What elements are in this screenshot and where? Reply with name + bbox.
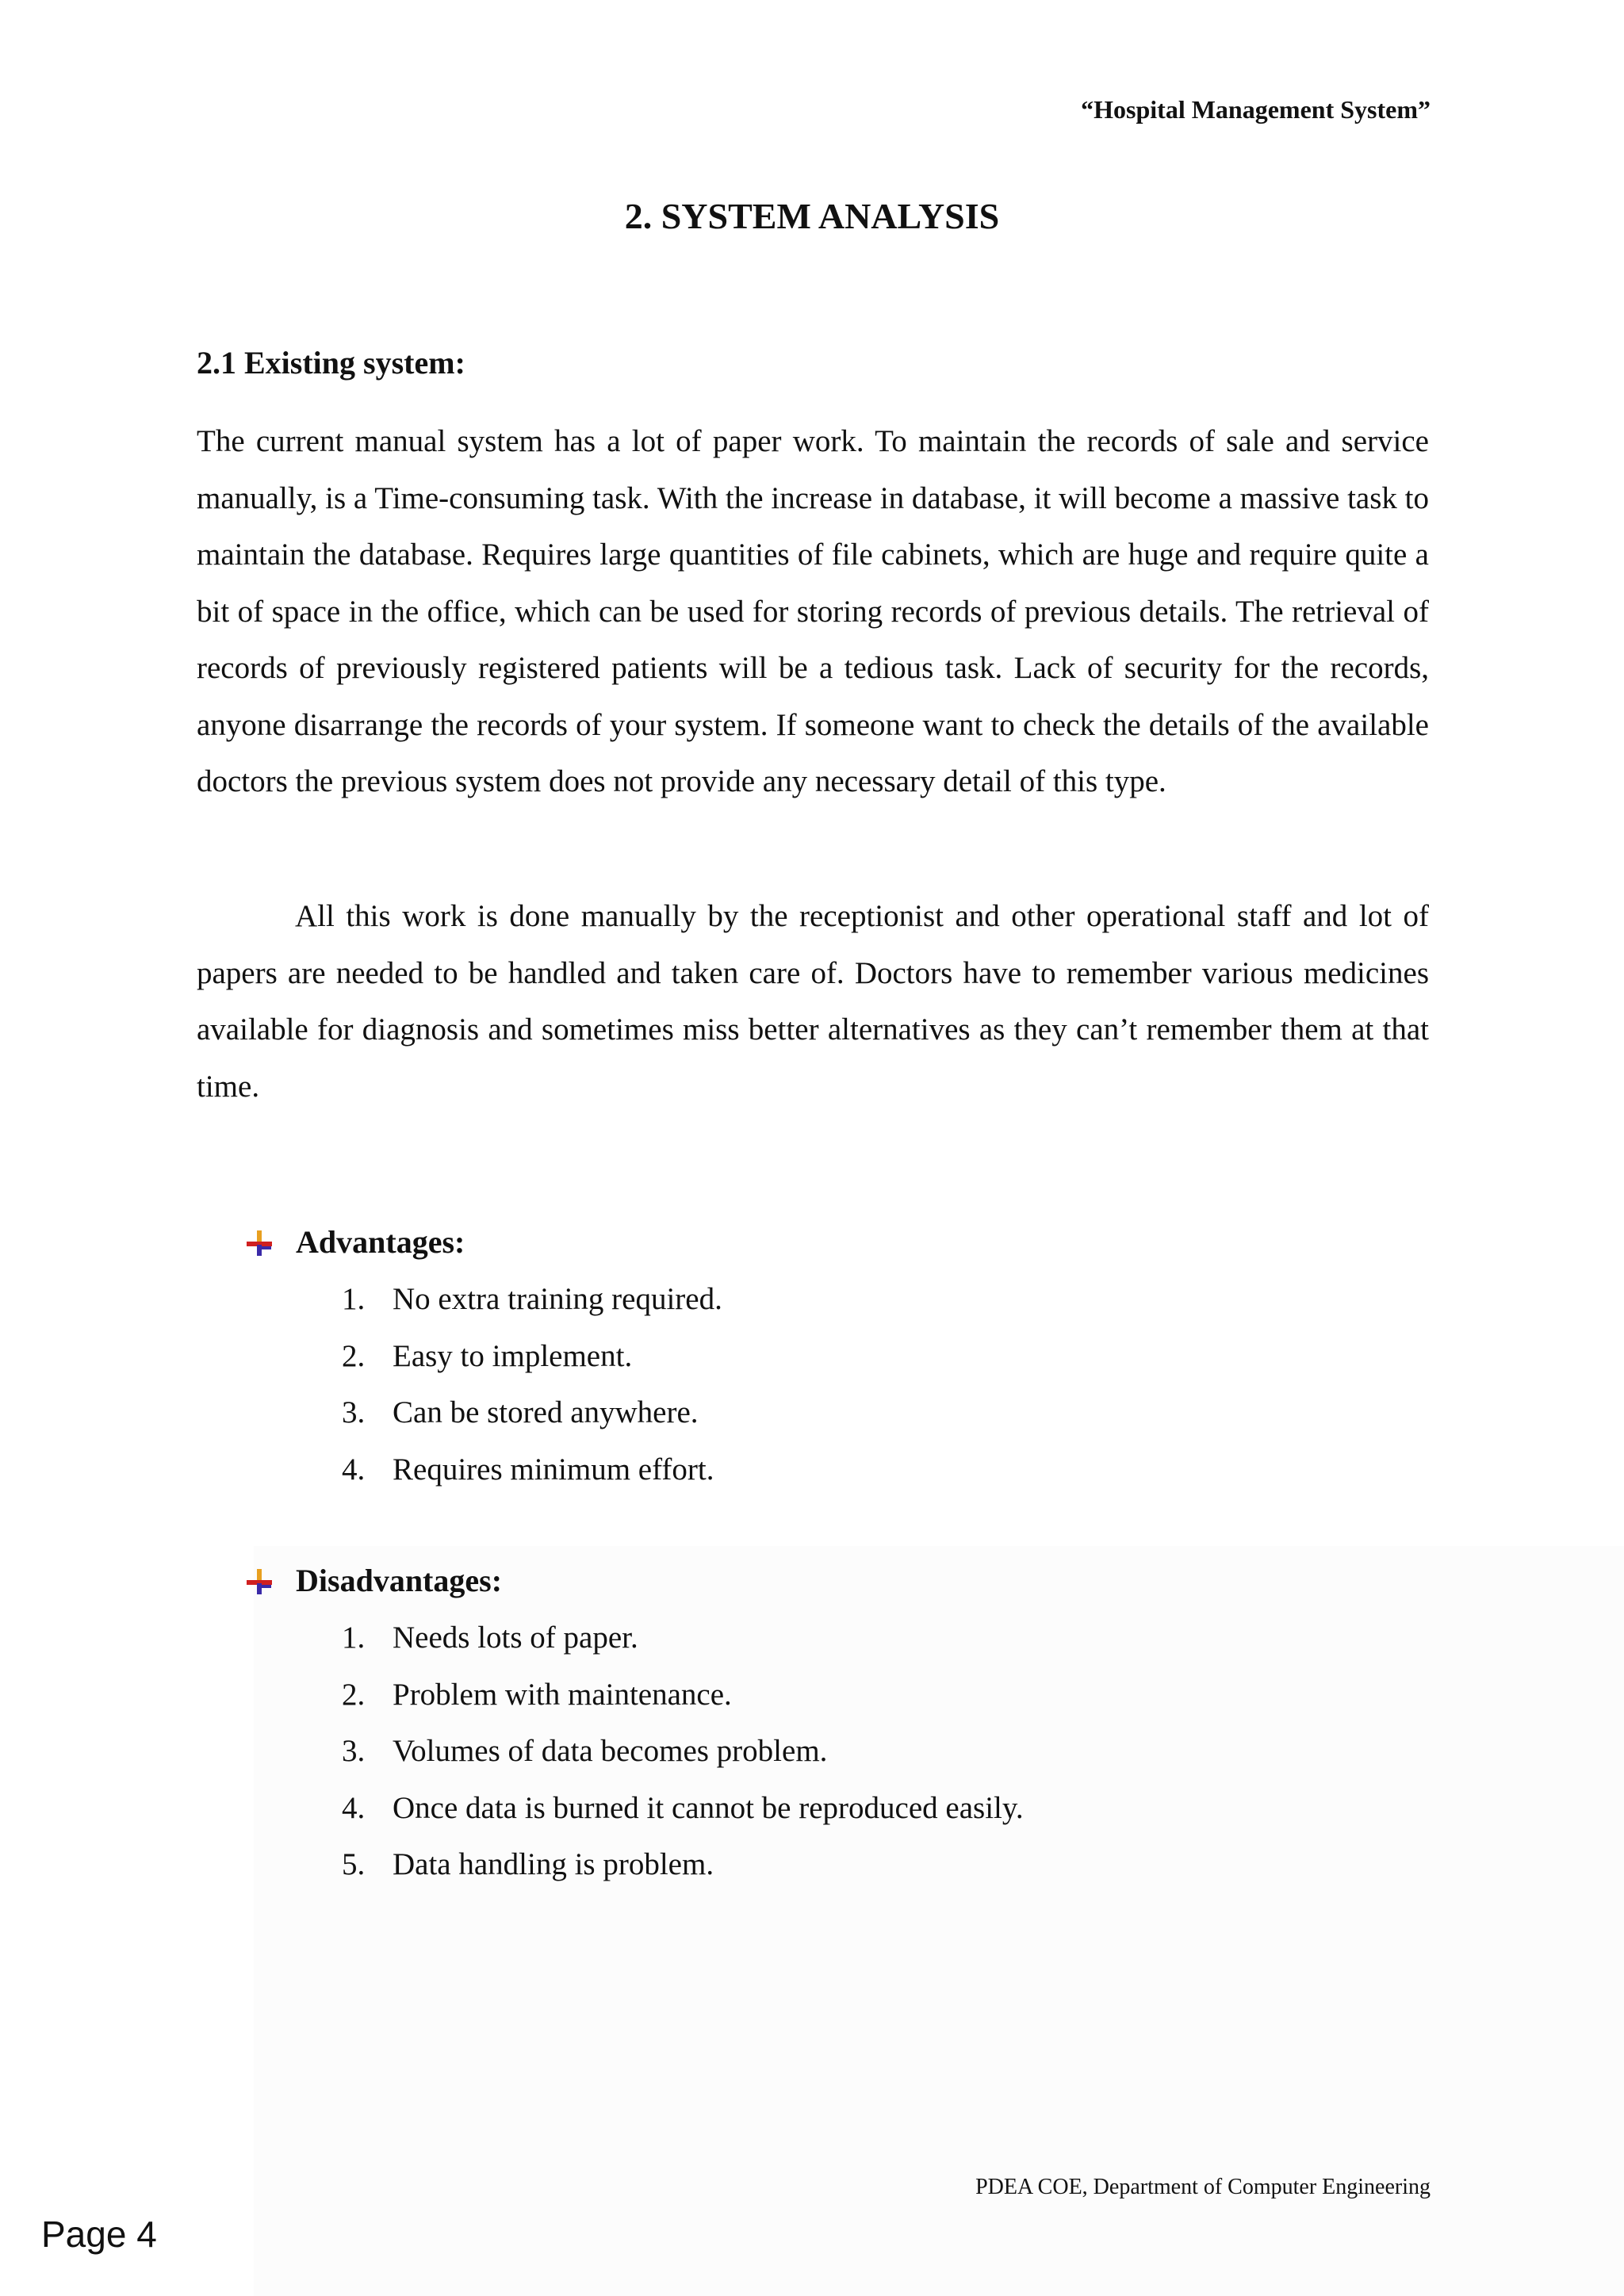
list-item-number: 1. bbox=[342, 1621, 366, 1655]
disadvantages-list bbox=[246, 1609, 1356, 1893]
list-item-text: Once data is burned it cannot be reproduced easily. bbox=[393, 1790, 1024, 1825]
section-heading: 2.1 Existing system: bbox=[197, 345, 465, 381]
list-item bbox=[246, 1780, 1356, 1837]
running-header: “Hospital Management System” bbox=[1081, 95, 1431, 124]
list-item-number: 4. bbox=[342, 1790, 366, 1825]
disadvantages-heading bbox=[246, 1552, 1356, 1609]
list-item bbox=[246, 1328, 1356, 1385]
disadvantages-title: Disadvantages: bbox=[296, 1563, 503, 1598]
list-item-text: Data handling is problem. bbox=[393, 1847, 714, 1881]
advantages-list bbox=[246, 1271, 1356, 1498]
list-item-number: 2. bbox=[342, 1677, 366, 1712]
list-item-text: Problem with maintenance. bbox=[393, 1677, 732, 1712]
list-item-text: No extra training required. bbox=[393, 1282, 722, 1316]
list-item-text: Needs lots of paper. bbox=[393, 1621, 638, 1655]
paragraph-manual-work: All this work is done manually by the receptionist and other operational staff and lot of papers are needed to be handled and taken care of. Doctors have to remember various medicines available for diagnosis and sometimes miss better alternatives as they can’t remember them at that time. bbox=[197, 899, 1429, 1104]
list-item bbox=[246, 1609, 1356, 1667]
list-item-number: 2. bbox=[342, 1338, 366, 1373]
list-item-text: Volumes of data becomes problem. bbox=[393, 1734, 828, 1768]
list-item-text: Requires minimum effort. bbox=[393, 1452, 714, 1487]
cross-bullet-icon bbox=[246, 1230, 273, 1257]
list-item bbox=[246, 1441, 1356, 1498]
list-item bbox=[246, 1667, 1356, 1724]
advantages-heading bbox=[246, 1214, 1356, 1271]
list-item-number: 5. bbox=[342, 1847, 366, 1881]
list-item bbox=[246, 1723, 1356, 1780]
list-item-number: 3. bbox=[342, 1734, 366, 1768]
page-number: Page 4 bbox=[41, 2214, 157, 2255]
list-item-number: 3. bbox=[342, 1395, 366, 1429]
list-item-number: 4. bbox=[342, 1452, 366, 1487]
list-item bbox=[246, 1836, 1356, 1893]
list-item bbox=[246, 1271, 1356, 1328]
list-item-text: Can be stored anywhere. bbox=[393, 1395, 699, 1429]
advantages-title: Advantages: bbox=[296, 1224, 465, 1260]
list-item-text: Easy to implement. bbox=[393, 1338, 633, 1373]
paragraph-existing-system: The current manual system has a lot of paper work. To maintain the records of sale and service manually, is a Time-consuming task. With the increase in database, it will become a massive task to maintain the database. Requires large quantities of file cabinets, which are huge and require quite a bit of space in the office, which can be used for storing records of previous details. The retrieval of records of previously registered patients will be a tedious task. Lack of security for the records, anyone disarrange the records of your system. If someone want to check the details of the available doctors the previous system does not provide any necessary detail of this type. bbox=[197, 424, 1429, 798]
list-item bbox=[246, 1384, 1356, 1441]
disadvantages-section bbox=[246, 1552, 1356, 1893]
footer-institution: PDEA COE, Department of Computer Engineering bbox=[975, 2175, 1431, 2199]
list-item-number: 1. bbox=[342, 1282, 366, 1316]
chapter-title: 2. SYSTEM ANALYSIS bbox=[624, 196, 1000, 236]
cross-bullet-icon bbox=[246, 1568, 273, 1595]
advantages-section bbox=[246, 1214, 1356, 1498]
